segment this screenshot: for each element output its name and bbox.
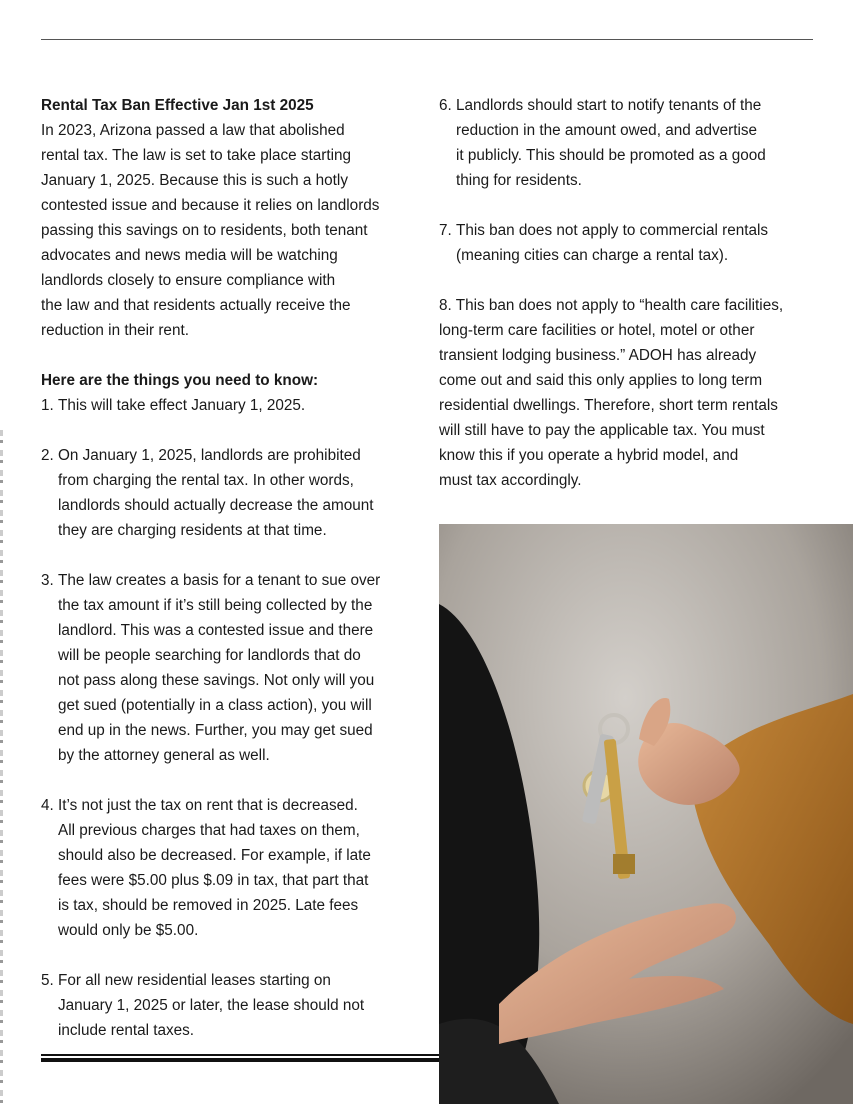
intro-paragraph	[41, 118, 421, 343]
list-line: they are charging residents at that time.	[58, 522, 327, 539]
list-line: not pass along these savings. Not only will you	[58, 672, 375, 689]
list-line: must tax accordingly.	[439, 472, 582, 489]
list-number: 2.	[41, 447, 54, 464]
section-heading: Here are the things you need to know:	[41, 372, 319, 389]
list-line: It’s not just the tax on rent that is decreased.	[58, 797, 358, 814]
article-heading: Rental Tax Ban Effective Jan 1st 2025	[41, 97, 314, 114]
bottom-rule-thick	[41, 1058, 439, 1062]
intro-line: passing this savings on to residents, both tenant	[41, 222, 368, 239]
list-line: landlords should actually decrease the amount	[58, 497, 374, 514]
list-line: is tax, should be removed in 2025. Late fees	[58, 897, 359, 914]
list-line: Landlords should start to notify tenants of the	[456, 97, 762, 114]
list-line: reduction in the amount owed, and advertise	[456, 122, 758, 139]
list-line: fees were $5.00 plus $.09 in tax, that part that	[58, 872, 369, 889]
list-line: On January 1, 2025, landlords are prohibited	[58, 447, 361, 464]
list-line: end up in the news. Further, you may get sued	[58, 722, 373, 739]
keys-handover-photo	[439, 524, 853, 1104]
intro-line: advocates and news media will be watching	[41, 247, 338, 264]
list-item-2	[41, 443, 421, 543]
list-line: For all new residential leases starting on	[58, 972, 331, 989]
list-line: All previous charges that had taxes on them,	[58, 822, 360, 839]
list-number: 7.	[439, 222, 452, 239]
list-line: will still have to pay the applicable tax. You must	[439, 422, 765, 439]
intro-line: contested issue and because it relies on landlords	[41, 197, 380, 214]
list-line: get sued (potentially in a class action), you will	[58, 697, 372, 714]
right-column	[439, 93, 819, 493]
list-line: thing for residents.	[456, 172, 582, 189]
list-line: The law creates a basis for a tenant to sue over	[58, 572, 381, 589]
list-item-5	[41, 968, 421, 1043]
list-line: This ban does not apply to commercial rentals	[456, 222, 769, 239]
list-item-7	[439, 218, 819, 268]
intro-line: In 2023, Arizona passed a law that abolished	[41, 122, 345, 139]
list-item-8	[439, 293, 819, 493]
list-number: 4.	[41, 797, 54, 814]
list-line: will be people searching for landlords that do	[58, 647, 361, 664]
bottom-rule-thin	[41, 1054, 439, 1056]
list-line: January 1, 2025 or later, the lease should not	[58, 997, 365, 1014]
list-item-1	[41, 393, 421, 418]
list-number: 1.	[41, 397, 54, 414]
list-line: come out and said this only applies to long term	[439, 372, 763, 389]
intro-line: reduction in their rent.	[41, 322, 189, 339]
list-item-3	[41, 568, 421, 768]
list-line: transient lodging business.” ADOH has already	[439, 347, 757, 364]
top-rule	[41, 39, 813, 40]
list-line: 8. This ban does not apply to “health care facilities,	[439, 297, 784, 314]
list-item-4	[41, 793, 421, 943]
list-line: landlord. This was a contested issue and there	[58, 622, 374, 639]
list-line: would only be $5.00.	[58, 922, 199, 939]
list-line: know this if you operate a hybrid model, and	[439, 447, 739, 464]
keys-handover-illustration	[439, 524, 853, 1104]
intro-line: rental tax. The law is set to take place starting	[41, 147, 352, 164]
intro-line: the law and that residents actually receive the	[41, 297, 351, 314]
list-line: long-term care facilities or hotel, motel or other	[439, 322, 755, 339]
list-line: (meaning cities can charge a rental tax).	[456, 247, 729, 264]
intro-line: landlords closely to ensure compliance with	[41, 272, 336, 289]
list-line: by the attorney general as well.	[58, 747, 270, 764]
list-line: the tax amount if it’s still being collected by the	[58, 597, 373, 614]
list-number: 5.	[41, 972, 54, 989]
page-edge-artifact	[0, 430, 3, 1104]
list-number: 6.	[439, 97, 452, 114]
list-number: 3.	[41, 572, 54, 589]
left-column	[41, 93, 421, 1043]
list-line: include rental taxes.	[58, 1022, 195, 1039]
list-line: should also be decreased. For example, if late	[58, 847, 371, 864]
list-line: it publicly. This should be promoted as a good	[456, 147, 766, 164]
list-item-6	[439, 93, 819, 193]
list-line: This will take effect January 1, 2025.	[58, 397, 306, 414]
list-line: from charging the rental tax. In other words,	[58, 472, 354, 489]
list-line: residential dwellings. Therefore, short term rentals	[439, 397, 778, 414]
intro-line: January 1, 2025. Because this is such a hotly	[41, 172, 348, 189]
